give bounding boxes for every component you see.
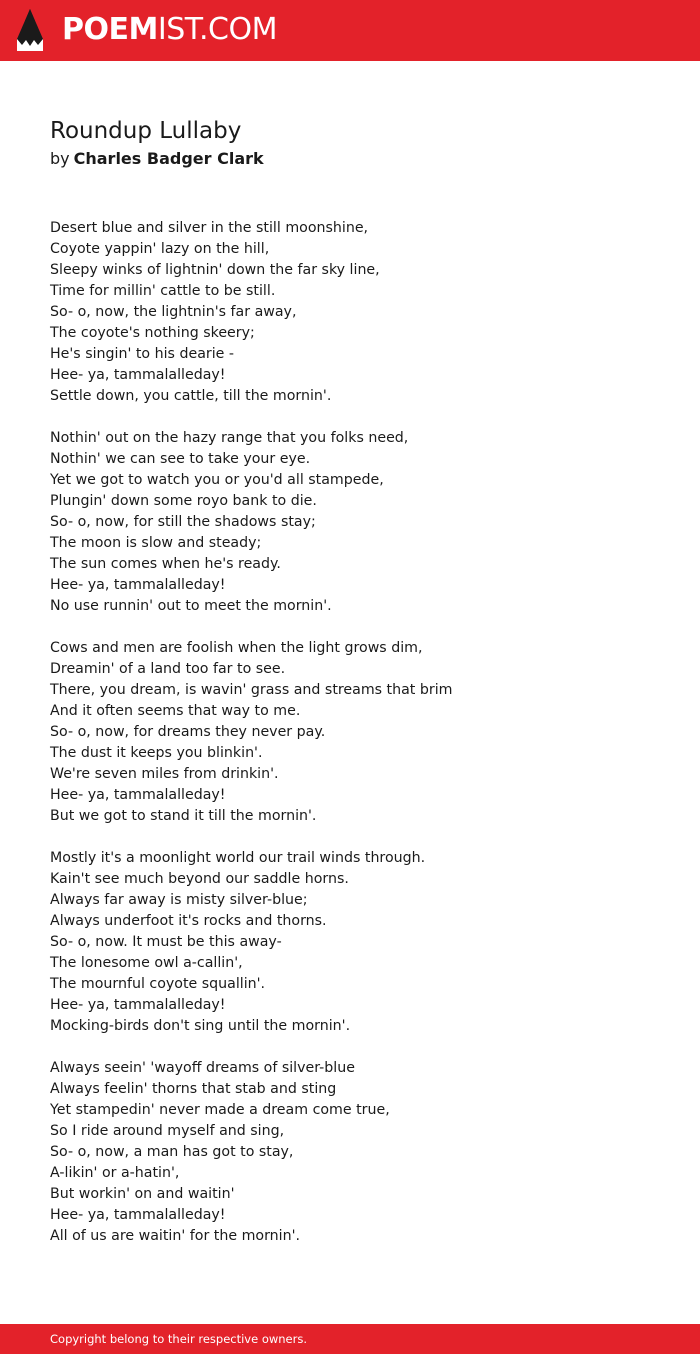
poem-line: A-likin' or a-hatin',	[50, 1165, 180, 1181]
poem-line: Yet stampedin' never made a dream come true,	[50, 1102, 390, 1118]
poem-line: The moon is slow and steady;	[50, 535, 262, 551]
poem-line: Always feelin' thorns that stab and sting	[50, 1081, 337, 1097]
stanza	[50, 428, 670, 617]
poem-line: All of us are waitin' for the mornin'.	[50, 1228, 301, 1244]
poem-line: The lonesome owl a-callin',	[50, 955, 243, 971]
poem-line: Plungin' down some royo bank to die.	[50, 493, 317, 509]
pencil-icon[interactable]	[17, 9, 43, 51]
copyright-notice: Copyright belong to their respective owners.	[50, 1332, 308, 1346]
poem-line: Desert blue and silver in the still moonshine,	[50, 220, 369, 236]
poem-line: So- o, now, for dreams they never pay.	[50, 724, 326, 740]
poem-line: He's singin' to his dearie -	[50, 346, 235, 362]
poem-line: The coyote's nothing skeery;	[50, 325, 255, 341]
poem-line: The dust it keeps you blinkin'.	[50, 745, 263, 761]
poem-line: Hee- ya, tammalalleday!	[50, 1207, 226, 1223]
stanza	[50, 218, 670, 407]
poem-line: Yet we got to watch you or you'd all stampede,	[50, 472, 384, 488]
poem-title: Roundup Lullaby	[50, 118, 242, 144]
poem-line: But workin' on and waitin'	[50, 1186, 235, 1202]
author-name[interactable]: Charles Badger Clark	[73, 149, 264, 168]
poem-line: Kain't see much beyond our saddle horns.	[50, 871, 349, 887]
poem-line: Hee- ya, tammalalleday!	[50, 787, 226, 803]
poem-line: Mostly it's a moonlight world our trail winds through.	[50, 850, 426, 866]
poem-line: We're seven miles from drinkin'.	[50, 766, 279, 782]
poem-line: So- o, now, a man has got to stay,	[50, 1144, 294, 1160]
poem-line: Always underfoot it's rocks and thorns.	[50, 913, 327, 929]
poem-line: The sun comes when he's ready.	[50, 556, 281, 572]
poem-line: Always seein' 'wayoff dreams of silver-blue	[50, 1060, 355, 1076]
site-logo[interactable]	[62, 11, 277, 49]
poem-line: Hee- ya, tammalalleday!	[50, 367, 226, 383]
poem-line: Sleepy winks of lightnin' down the far sky line,	[50, 262, 380, 278]
poem-line: So I ride around myself and sing,	[50, 1123, 285, 1139]
poem-body	[50, 218, 670, 1268]
byline	[50, 148, 264, 170]
poem-line: Time for millin' cattle to be still.	[50, 283, 276, 299]
poem-line: So- o, now, for still the shadows stay;	[50, 514, 316, 530]
stanza	[50, 1058, 670, 1247]
poem-line: Hee- ya, tammalalleday!	[50, 577, 226, 593]
poem-line: And it often seems that way to me.	[50, 703, 301, 719]
poem-line: There, you dream, is wavin' grass and streams that brim	[50, 682, 453, 698]
site-footer	[0, 1324, 700, 1354]
poem-line: But we got to stand it till the mornin'.	[50, 808, 317, 824]
poem-line: Nothin' out on the hazy range that you folks need,	[50, 430, 409, 446]
stanza	[50, 848, 670, 1037]
stanza	[50, 638, 670, 827]
by-label: by	[50, 149, 70, 168]
poem-line: So- o, now, the lightnin's far away,	[50, 304, 297, 320]
poem-line: So- o, now. It must be this away-	[50, 934, 282, 950]
poem-line: Cows and men are foolish when the light grows dim,	[50, 640, 423, 656]
logo-text-light: IST.COM	[157, 12, 277, 47]
site-header	[0, 0, 700, 61]
poem-line: Coyote yappin' lazy on the hill,	[50, 241, 270, 257]
poem-line: Hee- ya, tammalalleday!	[50, 997, 226, 1013]
poem-line: No use runnin' out to meet the mornin'.	[50, 598, 332, 614]
poem-line: Mocking-birds don't sing until the mornin'.	[50, 1018, 351, 1034]
poem-line: Nothin' we can see to take your eye.	[50, 451, 311, 467]
poem-line: Dreamin' of a land too far to see.	[50, 661, 286, 677]
poem-line: The mournful coyote squallin'.	[50, 976, 266, 992]
poem-line: Always far away is misty silver-blue;	[50, 892, 308, 908]
poem-line: Settle down, you cattle, till the mornin'.	[50, 388, 332, 404]
logo-text-bold: POEM	[62, 12, 158, 47]
